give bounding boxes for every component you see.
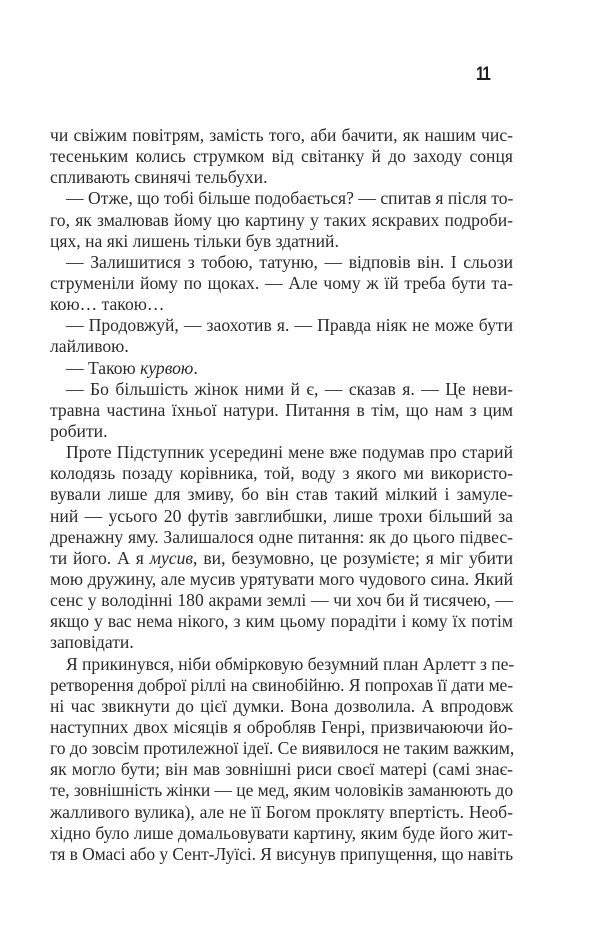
text-segment: тесеньким колись струмком від світанку й до заходу сонця	[50, 146, 513, 167]
text-line	[50, 379, 513, 400]
text-line	[50, 167, 513, 188]
text-segment: ний — усього 20 футів завглибшки, лише трохи більший за	[50, 505, 513, 526]
text-line	[50, 231, 513, 252]
text-line	[50, 654, 513, 675]
text-segment: наступних двох місяців я обробляв Генрі, призвичаюючи йо-	[50, 716, 513, 737]
text-line	[50, 802, 513, 823]
text-segment: струменіли йому по щоках. — Але чому ж їй треба бути та-	[50, 272, 513, 293]
text-line	[50, 506, 513, 527]
text-line	[50, 358, 513, 379]
text-line	[50, 463, 513, 484]
text-line	[50, 569, 513, 590]
text-line	[50, 780, 513, 801]
text-segment: мою дружину, але мусив урятувати мого чудового сина. Який	[50, 568, 513, 589]
text-line	[50, 442, 513, 463]
text-line	[50, 315, 513, 336]
text-line	[50, 611, 513, 632]
text-segment: , ви, безумовно, це розумієте; я міг убити	[193, 547, 513, 568]
text-segment: ретворення доброї ріллі на свинобійню. Я попрохав її дати ме-	[50, 674, 513, 695]
text-segment: лайливою.	[50, 336, 129, 357]
text-segment: — Отже, що тобі більше подобається? — спитав я після то-	[66, 188, 514, 209]
text-segment: цях, на які лишень тільки був здатний.	[50, 230, 339, 251]
text-line	[50, 759, 513, 780]
text-segment: — Продовжуй, — заохотив я. — Правда ніяк не може бути	[66, 315, 513, 336]
text-segment: спливають свинячі тельбухи.	[50, 167, 268, 188]
text-segment: колодязь позаду корівника, той, воду з якого ми використо-	[50, 463, 513, 484]
text-line	[50, 421, 513, 442]
text-line	[50, 400, 513, 421]
text-segment: вували лише для змиву, бо він став такий мілкий і замуле-	[50, 484, 513, 505]
text-line	[50, 336, 513, 357]
text-line	[50, 548, 513, 569]
text-line	[50, 696, 513, 717]
text-line	[50, 527, 513, 548]
text-line	[50, 252, 513, 273]
text-line	[50, 844, 513, 865]
text-line	[50, 590, 513, 611]
italic-text: мусив	[149, 547, 194, 568]
text-line	[50, 675, 513, 696]
text-line	[50, 632, 513, 653]
text-segment: якщо у вас нема нікого, з ким цьому порадіти і кому їх потім	[50, 611, 513, 632]
text-line	[50, 188, 513, 209]
text-segment: .	[193, 357, 198, 378]
text-segment: жалливого вулика), але не її Богом прокляту впертість. Необ-	[50, 801, 513, 822]
text-segment: сенс у володінні 180 акрами землі — чи хоч би й тисячею, —	[50, 590, 513, 611]
text-line	[50, 146, 513, 167]
text-segment: — Такою	[66, 357, 141, 378]
text-segment: чи свіжим повітрям, замість того, аби бачити, як нашим чис-	[50, 125, 513, 145]
text-segment: травна частина їхньої натури. Питання в тім, що нам з цим	[50, 399, 513, 420]
italic-text: курвою	[140, 357, 194, 378]
text-segment: робити.	[50, 420, 108, 441]
text-segment: кою… такою…	[50, 294, 165, 315]
text-segment: хідно було лише домальовувати картину, яким буде його жит-	[50, 822, 513, 843]
text-line	[50, 717, 513, 738]
text-segment: дренажну яму. Залишалося одне питання: як до цього підвес-	[50, 526, 513, 547]
text-segment: тя в Омасі або у Сент-Луїсі. Я висунув припущення, що навіть	[50, 843, 513, 864]
page-number: 11	[476, 64, 490, 85]
text-line	[50, 823, 513, 844]
text-line	[50, 738, 513, 759]
text-segment: Я прикинувся, ніби обмірковую безумний план Арлетт з пе-	[66, 653, 515, 674]
text-segment: те, зовнішність жінки — це мед, яким чоловіків заманюють до	[50, 780, 513, 801]
text-segment: го, як змалював йому цю картину у таких яскравих подроби-	[50, 209, 513, 230]
text-segment: як могло бути; він мав зовнішні риси своєї матері (самі знає-	[50, 759, 513, 780]
text-segment: — Залишитися з тобою, татуню, — відповів він. І сльози	[66, 251, 513, 272]
text-segment: ти його. А я	[50, 547, 150, 568]
text-segment: — Бо більшість жінок ними й є, — сказав я. — Це неви-	[66, 378, 513, 399]
text-line	[50, 210, 513, 231]
text-segment: Проте Підступник усередині мене вже подумав про старий	[66, 442, 513, 463]
text-line	[50, 484, 513, 505]
text-segment: ні час звикнути до цієї думки. Вона дозволила. А впродовж	[50, 695, 513, 716]
text-line	[50, 273, 513, 294]
text-line	[50, 294, 513, 315]
text-segment: го до зовсім протилежної ідеї. Се виявилося не таким важким,	[50, 738, 515, 759]
text-line	[50, 125, 513, 146]
body-text	[50, 125, 513, 865]
text-segment: заповідати.	[50, 632, 134, 653]
